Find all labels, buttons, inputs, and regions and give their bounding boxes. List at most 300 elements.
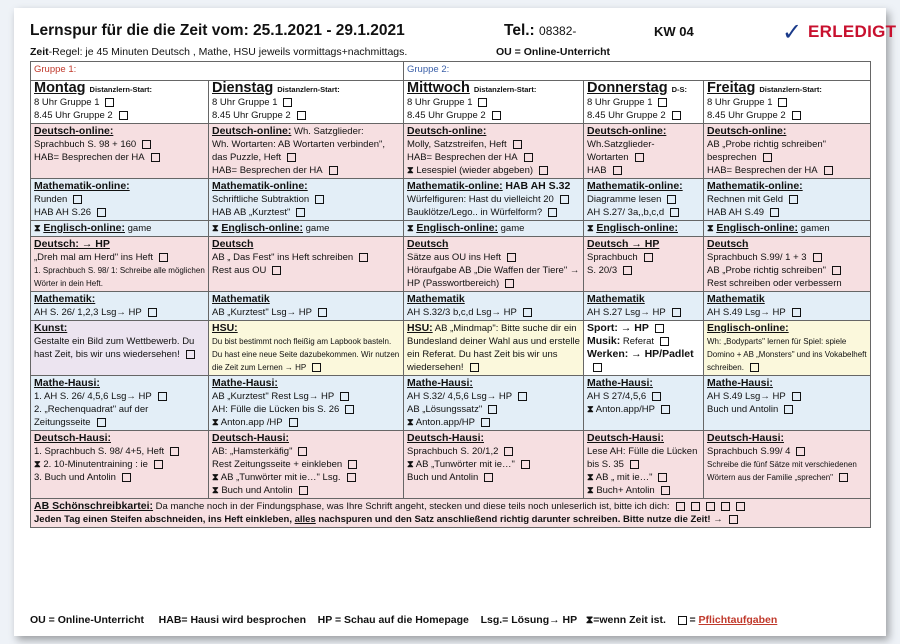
- task: Lesespiel (wieder abgeben): [416, 165, 534, 176]
- cell: [584, 221, 704, 237]
- checkbox-icon[interactable]: [784, 405, 793, 414]
- checkbox-icon[interactable]: [470, 363, 479, 372]
- checkbox-icon[interactable]: [736, 502, 745, 511]
- cell: [31, 376, 209, 431]
- slot: 8.45 Uhr Gruppe 2: [587, 110, 666, 121]
- task: AB „ mit ie…": [595, 472, 653, 483]
- checkbox-icon[interactable]: [750, 363, 759, 372]
- checkbox-icon[interactable]: [73, 195, 82, 204]
- cell: [209, 376, 404, 431]
- checkbox-icon[interactable]: [661, 405, 670, 414]
- checkbox-icon[interactable]: [513, 140, 522, 149]
- task: Wh. Wortarten: AB Wortarten verbinden", das Puzzle, Heft: [212, 139, 386, 163]
- hourglass-icon: ⧗: [407, 223, 414, 234]
- task: Buch und Antolin: [221, 485, 293, 496]
- subject-heading: Englisch-online:: [416, 222, 498, 234]
- cell: [704, 81, 871, 124]
- hourglass-icon: ⧗: [212, 485, 219, 496]
- checkbox-icon[interactable]: [272, 266, 281, 275]
- task: Rechnen mit Geld: [707, 194, 784, 205]
- checkbox-icon[interactable]: [504, 447, 513, 456]
- checkbox-icon[interactable]: [672, 111, 681, 120]
- checkbox-icon[interactable]: [660, 337, 669, 346]
- slot: 8.45 Uhr Gruppe 2: [407, 110, 486, 121]
- checkmark-icon: ✓: [782, 19, 803, 46]
- checkbox-icon[interactable]: [652, 392, 661, 401]
- checkbox-icon[interactable]: [676, 502, 685, 511]
- subject-heading: Deutsch-Hausi:: [707, 432, 785, 444]
- cell: [404, 376, 584, 431]
- cell: [209, 431, 404, 499]
- cell: [704, 321, 871, 376]
- checkbox-icon[interactable]: [593, 363, 602, 372]
- task: Anton.app/HP: [595, 404, 655, 415]
- page-title: Lernspur für die die Zeit vom: 25.1.2021 - 29.1.2021: [30, 22, 405, 39]
- hourglass-icon: ⧗: [707, 223, 714, 234]
- task: Runden: [34, 194, 68, 205]
- task: Anton.app/HP: [415, 417, 475, 428]
- task: 2. „Rechenquadrat" auf der Zeitungsseite: [34, 404, 149, 428]
- footer-text: Da manche noch in der Findungsphase, was Ihre Schrift angeht, stecken und diese teils noch unleserlich ist, bitte ich dich:: [153, 501, 670, 512]
- task: game: [302, 223, 330, 234]
- subject-heading: Mathematik-online:: [587, 180, 683, 192]
- task: Sprachbuch S. 98 + 160: [34, 139, 137, 150]
- checkbox-icon[interactable]: [151, 153, 160, 162]
- subject-heading: Deutsch-Hausi:: [34, 432, 112, 444]
- checkbox-icon[interactable]: [142, 140, 151, 149]
- footer-line2c: nachspuren und den Satz anschließend richtig darunter schreiben. Bitte nutze die Zeit! →: [315, 514, 723, 525]
- task: Rest schreiben oder verbessern: [707, 278, 842, 289]
- checkbox-icon[interactable]: [623, 266, 632, 275]
- subject-heading: Englisch-online:: [43, 222, 125, 234]
- checkbox-icon[interactable]: [154, 460, 163, 469]
- task: HAB AB „Kurztest": [212, 207, 291, 218]
- hourglass-icon: ⧗: [407, 417, 414, 428]
- checkbox-icon[interactable]: [315, 195, 324, 204]
- checkbox-icon[interactable]: [105, 98, 114, 107]
- checkbox-icon[interactable]: [329, 166, 338, 175]
- subject-heading: Englisch-online:: [221, 222, 303, 234]
- task: Anton.app /HP: [220, 417, 283, 428]
- checkbox-icon[interactable]: [658, 473, 667, 482]
- checkbox-icon[interactable]: [518, 392, 527, 401]
- subject-heading: Mathematik: [707, 293, 765, 305]
- cell: [31, 179, 209, 221]
- checkbox-icon[interactable]: [122, 473, 131, 482]
- checkbox-icon[interactable]: [763, 153, 772, 162]
- task: AB „Kurztest" Lsg→ HP: [212, 307, 312, 318]
- checkbox-icon[interactable]: [824, 166, 833, 175]
- checkbox-icon[interactable]: [770, 208, 779, 217]
- checkbox-icon[interactable]: [484, 473, 493, 482]
- footer-line2b: alles: [294, 514, 316, 525]
- checkbox-icon[interactable]: [505, 279, 514, 288]
- task: Referat: [622, 336, 655, 347]
- footer-line2a: Jeden Tag einen Steifen abschneiden, ins Heft einkleben,: [34, 514, 295, 525]
- subject-heading: Deutsch-online:: [407, 125, 487, 137]
- cell: [584, 292, 704, 321]
- task: game: [497, 223, 525, 234]
- task: „Dreh mal am Herd" ins Heft: [34, 252, 153, 263]
- checkbox-icon[interactable]: [97, 418, 106, 427]
- task: HAB: [587, 165, 607, 176]
- rule-bold: Zeit: [30, 46, 49, 58]
- task: Wh.Satzglieder-: [587, 139, 655, 150]
- task: AH S 27/4,5,6: [587, 391, 647, 402]
- subject-heading: Deutsch-online:: [707, 125, 787, 137]
- cell: [584, 376, 704, 431]
- cell: [584, 179, 704, 221]
- cell: [31, 124, 209, 179]
- task: AH S.49 Lsg→ HP: [707, 307, 786, 318]
- slot: 8 Uhr Gruppe 1: [707, 97, 773, 108]
- cell: [404, 221, 584, 237]
- task: Würfelfiguren: Hast du vielleicht 20: [407, 194, 554, 205]
- task: AB „Probe richtig schreiben": [707, 139, 827, 150]
- cell: [209, 179, 404, 221]
- subject-heading: Mathematik: [587, 293, 645, 305]
- schedule-table: [30, 61, 871, 528]
- checkbox-icon[interactable]: [312, 363, 321, 372]
- tel-value: 08382-: [539, 24, 577, 38]
- checkbox-icon[interactable]: [186, 350, 195, 359]
- task: AH S.49 Lsg→ HP: [707, 391, 786, 402]
- cell: [209, 292, 404, 321]
- group-1: Gruppe 1:: [31, 62, 404, 81]
- cell: [584, 431, 704, 499]
- task: Buch und Antolin: [707, 404, 779, 415]
- subject-heading: Deutsch-Hausi:: [407, 432, 485, 444]
- checkbox-icon[interactable]: [613, 166, 622, 175]
- group-2: Gruppe 2:: [404, 62, 871, 81]
- cell: [209, 81, 404, 124]
- checkbox-icon[interactable]: [347, 473, 356, 482]
- checkbox-icon[interactable]: [298, 447, 307, 456]
- day-name: Donnerstag: [587, 80, 668, 96]
- checkbox-icon[interactable]: [359, 253, 368, 262]
- checkbox-icon[interactable]: [289, 418, 298, 427]
- subject-sub: HAB AH S.32: [505, 180, 571, 192]
- task: Diagramme lesen: [587, 194, 662, 205]
- checkbox-icon[interactable]: [548, 208, 557, 217]
- day-sub: D-S:: [671, 85, 687, 94]
- subject-heading: Mathe-Hausi:: [212, 377, 278, 389]
- subject-heading: HSU:: [212, 322, 238, 334]
- cell: [209, 124, 404, 179]
- subject-heading: Englisch-online:: [707, 322, 789, 334]
- task: 1. Sprachbuch S. 98/ 1: Schreibe alle möglichen Wörter in dein Heft.: [34, 266, 205, 288]
- cell: [704, 431, 871, 499]
- checkbox-icon[interactable]: [644, 253, 653, 262]
- checkbox-icon[interactable]: [119, 111, 128, 120]
- task: AH S.32/ 4,5,6 Lsg→ HP: [407, 391, 513, 402]
- task: AB „Lösungssatz": [407, 404, 483, 415]
- checkbox-icon[interactable]: [661, 486, 670, 495]
- slot: 8 Uhr Gruppe 1: [587, 97, 653, 108]
- task: AB „Tunwörter mit ie…": [415, 459, 515, 470]
- checkbox-icon[interactable]: [691, 502, 700, 511]
- cell: [209, 237, 404, 292]
- erledigt-stamp: ERLEDIGT: [808, 22, 897, 41]
- cell: [404, 431, 584, 499]
- subject-heading: Englisch-online:: [596, 222, 678, 234]
- task: HAB= Besprechen der HA: [407, 152, 518, 163]
- slot: 8.45 Uhr Gruppe 2: [34, 110, 113, 121]
- hourglass-icon: ⧗: [587, 472, 594, 483]
- task: Sätze aus OU ins Heft: [407, 252, 501, 263]
- task: Höraufgabe AB „Die Waffen der Tiere" → HP (Passwortbereich): [407, 265, 580, 289]
- cell: [31, 321, 209, 376]
- slot: 8.45 Uhr Gruppe 2: [707, 110, 786, 121]
- hourglass-icon: ⧗: [212, 417, 219, 428]
- subject-heading: Mathematik: [407, 293, 465, 305]
- legend-hab: HAB= Hausi wird besprochen: [158, 614, 306, 626]
- cell: [31, 81, 209, 124]
- checkbox-icon[interactable]: [348, 460, 357, 469]
- day-name: Mittwoch: [407, 80, 470, 96]
- subject-heading: Mathematik-online:: [407, 180, 503, 192]
- task: besprechen: [707, 152, 757, 163]
- subject-heading: Deutsch-Hausi:: [212, 432, 290, 444]
- task: S. 20/3: [587, 265, 618, 276]
- subject-heading: Englisch-online:: [716, 222, 798, 234]
- task: Bauklötze/Lego.. in Würfelform?: [407, 207, 543, 218]
- sport-heading: Sport: → HP: [587, 322, 649, 334]
- checkbox-icon[interactable]: [635, 153, 644, 162]
- task: Schriftliche Subtraktion: [212, 194, 310, 205]
- task: AB „Probe richtig schreiben": [707, 265, 827, 276]
- checkbox-icon[interactable]: [721, 502, 730, 511]
- task: Du bist bestimmt noch fleißig am Lapbook basteln. Du hast eine neue Seite dazubekommen. Wir nutzen die Zeit zum Lernen → HP: [212, 337, 400, 372]
- task: Sprachbuch S.99/ 4: [707, 446, 791, 457]
- subject-heading: Deutsch: [707, 238, 749, 250]
- cell: [31, 431, 209, 499]
- subject-heading: Mathe-Hausi:: [407, 377, 473, 389]
- task: gamen: [797, 223, 830, 234]
- worksheet: [14, 8, 897, 636]
- subject-heading: Mathe-Hausi:: [587, 377, 653, 389]
- rule-text: -Regel: je 45 Minuten Deutsch , Mathe, HSU jeweils vormittags+nachmittags.: [48, 46, 408, 58]
- time-rule: [30, 46, 407, 58]
- calendar-week: KW 04: [654, 24, 694, 39]
- subject-heading: Mathematik-online:: [707, 180, 803, 192]
- checkbox-icon[interactable]: [667, 195, 676, 204]
- checkbox-icon: [678, 616, 687, 625]
- task: Buch und Antolin: [407, 472, 479, 483]
- footer-heading: AB Schönschreibkartei:: [34, 500, 154, 512]
- checkbox-icon[interactable]: [492, 111, 501, 120]
- cell: [704, 124, 871, 179]
- legend-pf-pre: =: [689, 614, 696, 626]
- checkbox-icon[interactable]: [523, 308, 532, 317]
- checkbox-icon[interactable]: [560, 195, 569, 204]
- checkbox-icon[interactable]: [283, 98, 292, 107]
- task: Rest Zeitungsseite + einkleben: [212, 459, 343, 470]
- task: AB „ Das Fest" ins Heft schreiben: [212, 252, 354, 263]
- checkbox-icon[interactable]: [658, 98, 667, 107]
- checkbox-icon[interactable]: [813, 253, 822, 262]
- legend-optional: =wenn Zeit ist.: [593, 614, 666, 626]
- slot: 8.45 Uhr Gruppe 2: [212, 110, 291, 121]
- cell: [704, 179, 871, 221]
- subject-heading: Deutsch: [212, 238, 254, 250]
- subject-heading: Deutsch-Hausi:: [587, 432, 665, 444]
- task: Schreibe die fünf Sätze mit verschiedenen Wörtern aus der Familie „sprechen": [707, 460, 857, 482]
- checkbox-icon[interactable]: [792, 308, 801, 317]
- subject-heading: Deutsch-online:: [587, 125, 667, 137]
- task: AB: „Hamsterkäfig": [212, 446, 293, 457]
- checkbox-icon[interactable]: [158, 392, 167, 401]
- cell: [704, 376, 871, 431]
- cell: [704, 221, 871, 237]
- cell: [31, 237, 209, 292]
- hourglass-icon: ⧗: [212, 223, 219, 234]
- day-sub: Distanzlern-Start:: [473, 85, 537, 94]
- footer-note: [31, 499, 871, 528]
- subject-heading: HSU:: [407, 322, 433, 334]
- subject-sub: Wh. Satzglieder:: [291, 126, 364, 137]
- hourglass-icon: ⧗: [587, 223, 594, 234]
- cell: [584, 237, 704, 292]
- cell: [31, 292, 209, 321]
- task: Rest aus OU: [212, 265, 267, 276]
- checkbox-icon[interactable]: [524, 153, 533, 162]
- hourglass-icon: ⧗: [34, 223, 41, 234]
- legend-hp: HP = Schau auf die Homepage: [317, 614, 469, 626]
- legend-pflicht: Pflichtaufgaben: [698, 614, 778, 626]
- task: Sprachbuch: [587, 252, 638, 263]
- task: 1. Sprachbuch S. 98/ 4+5, Heft: [34, 446, 165, 457]
- day-name: Montag: [34, 80, 86, 96]
- cell: [404, 292, 584, 321]
- task: Sprachbuch S. 20/1,2: [407, 446, 499, 457]
- checkbox-icon[interactable]: [706, 502, 715, 511]
- checkbox-icon[interactable]: [97, 208, 106, 217]
- telephone: [504, 22, 576, 40]
- checkbox-icon[interactable]: [296, 208, 305, 217]
- task: Wortarten: [587, 152, 629, 163]
- task: Sprachbuch S.99/ 1 + 3: [707, 252, 807, 263]
- checkbox-icon[interactable]: [778, 98, 787, 107]
- checkbox-icon[interactable]: [287, 153, 296, 162]
- checkbox-icon[interactable]: [148, 308, 157, 317]
- cell: [704, 292, 871, 321]
- checkbox-icon[interactable]: [521, 460, 530, 469]
- hourglass-icon: ⧗: [407, 165, 414, 176]
- subject-heading: Deutsch → HP: [587, 238, 660, 250]
- task: Lese AH: Fülle die Lücken bis S. 35: [587, 446, 698, 470]
- day-name: Dienstag: [212, 80, 274, 96]
- hourglass-icon: ⧗: [212, 472, 219, 483]
- cell: [584, 81, 704, 124]
- legend: [30, 614, 777, 627]
- cell: [209, 321, 404, 376]
- cell: [584, 321, 704, 376]
- cell: [704, 237, 871, 292]
- checkbox-icon[interactable]: [345, 405, 354, 414]
- legend-ou: OU = Online-Unterricht: [30, 614, 145, 626]
- checkbox-icon[interactable]: [672, 308, 681, 317]
- task: Wh: „Bodyparts" lernen für Spiel: spiele Domino + AB „Monsters" und ins Vokabelheft schreiben.: [707, 337, 867, 372]
- hourglass-icon: ⧗: [407, 459, 414, 470]
- subject-heading: Mathematik: [212, 293, 270, 305]
- checkbox-icon[interactable]: [655, 324, 664, 333]
- checkbox-icon[interactable]: [792, 111, 801, 120]
- hourglass-icon: ⧗: [34, 459, 41, 470]
- checkbox-icon[interactable]: [792, 392, 801, 401]
- task: HAB= Besprechen der HA: [34, 152, 145, 163]
- cell: [404, 179, 584, 221]
- tel-label: Tel.:: [504, 22, 535, 39]
- checkbox-icon[interactable]: [507, 253, 516, 262]
- subject-heading: Deutsch: → HP: [34, 238, 110, 250]
- day-sub: Distanzlern-Start:: [89, 85, 153, 94]
- checkbox-icon[interactable]: [159, 253, 168, 262]
- checkbox-icon[interactable]: [789, 195, 798, 204]
- subject-heading: Mathematik:: [34, 293, 96, 305]
- task: 3. Buch und Antolin: [34, 472, 116, 483]
- werken-heading: Werken: → HP/Padlet: [587, 348, 694, 360]
- slot: 8 Uhr Gruppe 1: [407, 97, 473, 108]
- task: 1. AH S. 26/ 4,5,6 Lsg→ HP: [34, 391, 152, 402]
- subject-heading: Kunst:: [34, 322, 68, 334]
- checkbox-icon[interactable]: [796, 447, 805, 456]
- checkbox-icon[interactable]: [670, 208, 679, 217]
- task: AH S. 26/ 1,2,3 Lsg→ HP: [34, 307, 142, 318]
- task: AH S.32/3 b,c,d Lsg→ HP: [407, 307, 517, 318]
- task: AH S.27/ 3a,,b,c,d: [587, 207, 665, 218]
- subject-heading: Mathematik-online:: [34, 180, 130, 192]
- day-name: Freitag: [707, 80, 756, 96]
- subject-heading: Mathe-Hausi:: [34, 377, 100, 389]
- task: HAB= Besprechen der HA: [212, 165, 323, 176]
- hourglass-icon: ⧗: [587, 485, 594, 496]
- cell: [31, 221, 209, 237]
- task: AB „Kurztest" Rest Lsg→ HP: [212, 391, 335, 402]
- checkbox-icon[interactable]: [729, 515, 738, 524]
- checkbox-icon[interactable]: [481, 418, 490, 427]
- checkbox-icon[interactable]: [297, 111, 306, 120]
- checkbox-icon[interactable]: [478, 98, 487, 107]
- task: Buch+ Antolin: [596, 485, 655, 496]
- checkbox-icon[interactable]: [630, 460, 639, 469]
- day-sub: Distanzlern-Start:: [759, 85, 822, 94]
- task: game: [124, 223, 152, 234]
- cell: [584, 124, 704, 179]
- checkbox-icon[interactable]: [488, 405, 497, 414]
- checkbox-icon[interactable]: [170, 447, 179, 456]
- checkbox-icon[interactable]: [832, 266, 841, 275]
- cell: [404, 81, 584, 124]
- subject-heading: Deutsch: [407, 238, 449, 250]
- task: 2. 10-Minutentraining : ie: [43, 459, 148, 470]
- checkbox-icon[interactable]: [539, 166, 548, 175]
- cell: [404, 237, 584, 292]
- task: HAB AH S.26: [34, 207, 92, 218]
- task: AH: Fülle die Lücken bis S. 26: [212, 404, 340, 415]
- checkbox-icon[interactable]: [340, 392, 349, 401]
- task: AH S.27 Lsg→ HP: [587, 307, 666, 318]
- slot: 8 Uhr Gruppe 1: [34, 97, 100, 108]
- checkbox-icon[interactable]: [299, 486, 308, 495]
- checkbox-icon[interactable]: [318, 308, 327, 317]
- task: AB „Tunwörter mit ie…" Lsg.: [220, 472, 341, 483]
- task: AB „Mindmap": Bitte suche dir ein Bundesland deiner Wahl aus und erstelle ein Referat. Du hast Zeit bis wir uns wiedersehen!: [407, 323, 580, 373]
- checkbox-icon[interactable]: [839, 473, 848, 482]
- cell: [209, 221, 404, 237]
- cell: [404, 321, 584, 376]
- subject-heading: Deutsch-online:: [212, 125, 292, 137]
